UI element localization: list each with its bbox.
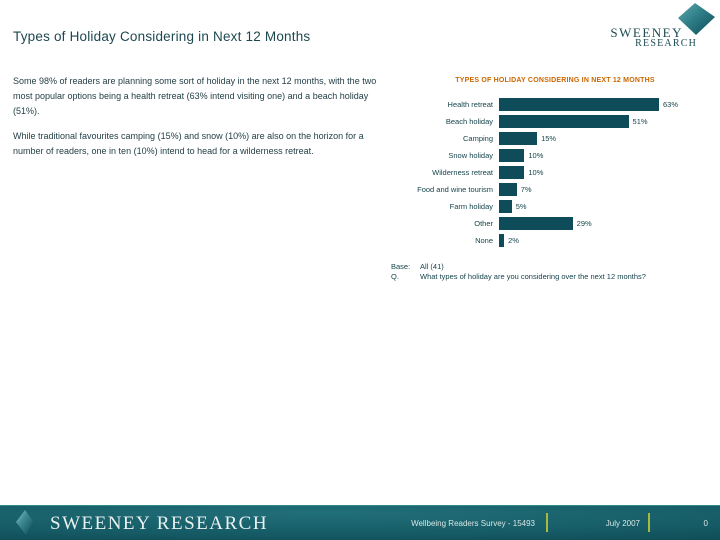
bar-chart-rows xyxy=(390,96,720,249)
summary-text xyxy=(13,74,387,169)
bar-row xyxy=(390,113,720,130)
bar-category-label: Other xyxy=(474,219,493,228)
bar-value-label: 5% xyxy=(515,202,527,211)
bar-value-label: 10% xyxy=(528,168,544,177)
bar xyxy=(499,132,537,145)
base-label: Base: xyxy=(391,262,411,271)
chart-title: TYPES OF HOLIDAY CONSIDERING IN NEXT 12 MONTHS xyxy=(455,77,655,84)
bar-category-label: Wilderness retreat xyxy=(432,168,493,177)
bar xyxy=(499,98,659,111)
bar-value-label: 7% xyxy=(520,185,532,194)
base-note xyxy=(391,262,646,272)
logo-diamond-icon xyxy=(678,3,715,35)
footer-survey-name: Wellbeing Readers Survey - 15493 xyxy=(411,519,535,528)
base-value: All (41) xyxy=(420,262,444,271)
footer-divider-2 xyxy=(648,513,650,532)
sweeney-logo xyxy=(600,0,720,55)
bar xyxy=(499,234,504,247)
question-note xyxy=(391,272,646,282)
bar-row xyxy=(390,198,720,215)
footer-date: July 2007 xyxy=(605,519,640,528)
bar-value-label: 10% xyxy=(528,151,544,160)
footer-bar xyxy=(0,505,720,540)
bar-chart xyxy=(390,70,720,249)
bar-category-label: Beach holiday xyxy=(445,117,493,126)
summary-paragraph-2: While traditional favourites camping (15%) and snow (10%) are also on the horizon for a number of readers, one in ten (10%) intend to head for a wilderness retreat. xyxy=(13,131,364,156)
chart-notes xyxy=(391,262,646,282)
bar-category-label: Food and wine tourism xyxy=(417,185,493,194)
bar xyxy=(499,217,573,230)
bar-row xyxy=(390,181,720,198)
bar-row xyxy=(390,215,720,232)
bar xyxy=(499,200,512,213)
bar-value-label: 51% xyxy=(632,117,648,126)
bar xyxy=(499,149,524,162)
bar-category-label: Health retreat xyxy=(447,100,493,109)
bar-row xyxy=(390,232,720,249)
bar xyxy=(499,115,629,128)
bar-row xyxy=(390,130,720,147)
bar-value-label: 15% xyxy=(541,134,557,143)
logo-wordmark-line1: SWEENEY xyxy=(610,25,683,40)
bar-value-label: 29% xyxy=(576,219,592,228)
footer-brand: SWEENEY RESEARCH xyxy=(50,513,269,534)
bar-row xyxy=(390,96,720,113)
footer-diamond-icon xyxy=(16,510,33,535)
footer-divider-1 xyxy=(546,513,548,532)
bar-category-label: Snow holiday xyxy=(448,151,493,160)
question-label: Q. xyxy=(391,272,399,281)
logo-wordmark-line2: RESEARCH xyxy=(635,38,697,49)
summary-paragraph-1: Some 98% of readers are planning some sort of holiday in the next 12 months, with the two most popular options being a health retreat (63% intend visiting one) and a beach holiday (51%). xyxy=(13,76,377,116)
bar-value-label: 63% xyxy=(663,100,679,109)
question-value: What types of holiday are you considering over the next 12 months? xyxy=(420,272,646,281)
page-title: Types of Holiday Considering in Next 12 Months xyxy=(13,29,311,44)
bar xyxy=(499,183,517,196)
bar xyxy=(499,166,524,179)
bar-value-label: 2% xyxy=(508,236,519,245)
bar-row xyxy=(390,147,720,164)
bar-row xyxy=(390,164,720,181)
bar-category-label: Camping xyxy=(462,134,493,143)
footer-page-number: 0 xyxy=(703,519,708,528)
bar-category-label: Farm holiday xyxy=(449,202,493,211)
bar-category-label: None xyxy=(475,236,493,245)
